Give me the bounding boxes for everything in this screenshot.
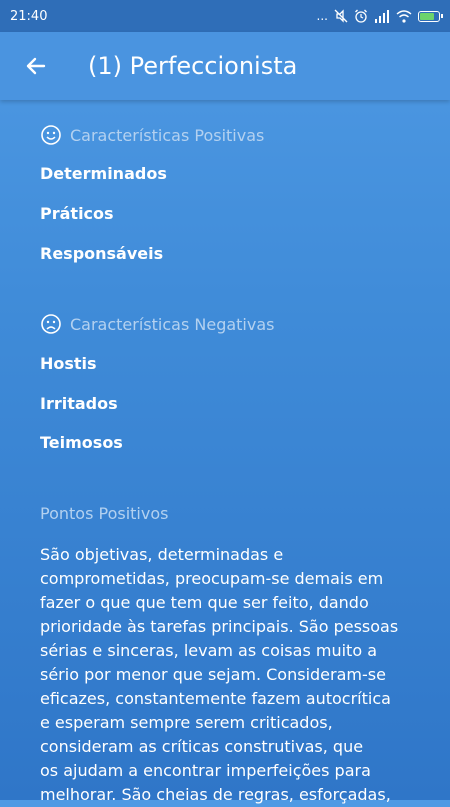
- strengths-section-title: Pontos Positivos: [40, 504, 169, 523]
- paragraph-line: os ajudam a encontrar imperfeições para: [40, 761, 371, 780]
- battery-charging-icon: [418, 11, 440, 22]
- paragraph-line: melhorar. São cheias de regras, esforçadas,: [40, 785, 391, 804]
- paragraph-line: fazer o que que tem que ser feito, dando: [40, 593, 369, 612]
- arrow-left-icon: [24, 54, 48, 78]
- notification-dots: ...: [316, 9, 328, 23]
- status-time: 21:40: [10, 8, 48, 24]
- page-title: (1) Perfeccionista: [88, 52, 298, 80]
- app-bar: [0, 32, 450, 100]
- strengths-paragraph: [40, 543, 405, 807]
- back-button[interactable]: [18, 48, 54, 84]
- negative-trait-item: Irritados: [40, 394, 118, 413]
- wifi-icon: [396, 10, 412, 23]
- smiley-face-icon: [40, 124, 62, 146]
- positive-trait-item: Determinados: [40, 164, 167, 183]
- paragraph-line: e esperam sempre serem criticados,: [40, 713, 333, 732]
- paragraph-line: consideram as críticas construtivas, que: [40, 737, 364, 756]
- negative-trait-item: Hostis: [40, 354, 97, 373]
- status-icons: [317, 9, 440, 23]
- sad-face-icon: [40, 313, 62, 335]
- alarm-icon: [354, 9, 368, 23]
- positive-trait-item: Responsáveis: [40, 244, 164, 263]
- negative-section-title: Características Negativas: [70, 314, 275, 334]
- signal-icon: [374, 10, 390, 23]
- positive-trait-item: Práticos: [40, 204, 114, 223]
- strengths-section-header: [40, 504, 168, 523]
- positive-section-title: Características Positivas: [70, 125, 265, 145]
- negative-section-header: [40, 313, 274, 335]
- negative-trait-item: Teimosos: [40, 433, 123, 452]
- paragraph-line: comprometidas, preocupam-se demais em: [40, 569, 384, 588]
- paragraph-line: prioridade às tarefas principais. São pessoas: [40, 617, 399, 636]
- positive-section-header: [40, 124, 264, 146]
- paragraph-line: sério por menor que sejam. Consideram-se: [40, 665, 386, 684]
- mute-icon: [334, 9, 348, 23]
- paragraph-line: São objetivas, determinadas e: [40, 545, 284, 564]
- paragraph-line: sérias e sinceras, levam as coisas muito a: [40, 641, 377, 660]
- paragraph-line: eficazes, constantemente fazem autocrítica: [40, 689, 391, 708]
- status-bar: [0, 0, 450, 32]
